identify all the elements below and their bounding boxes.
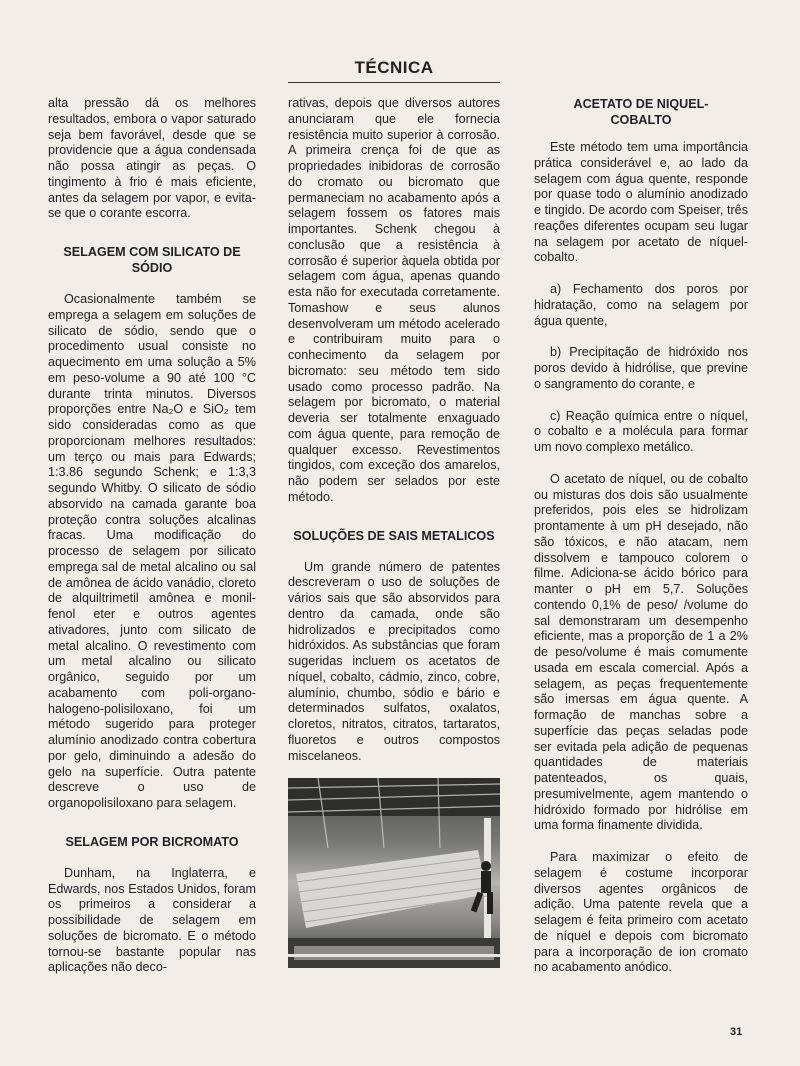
section-header: TÉCNICA [288, 58, 500, 83]
paragraph: Para maximizar o efeito de selagem é costume incorporar diversos agentes orgânicos de adição. Uma patente revela que a selagem é feita primeiro com acetato de níquel e depois com bicromato para a incorporação de ion cromato no acabamento anódico. [534, 850, 748, 975]
paragraph: Dunham, na Inglaterra, e Edwards, nos Estados Unidos, foram os primeiros a considerar a possibilidade de selagem em soluções de bicromato. E o método tornou-se bastante popular nas aplicações não deco- [48, 865, 256, 975]
paragraph: rativas, depois que diversos autores anunciaram que ele fornecia resistência muito superior à corrosão. A primeira crença foi de que as propriedades inibidoras de corrosão do cromato ou bicromato que permaneciam no acabamento após a selagem fossem os fatores mais importantes. Schenk chegou à conclusão que a resistência à corrosão é superior àquela obtida por selagem com água, apenas quando esta não for executada corretamente. Tomashow e seus alunos desenvolveram um método acelerado e contribuiram muito para o conhecimento da selagem por bicromato: seu método tem sido usado como processo padrão. Na selagem por bicromato, o material deveria ser totalmente enxaguado com água quente, para remoção de qualquer excesso. Revestimentos tingidos, com exceção dos amarelos, não podem ser selados por este método. [288, 96, 500, 504]
section-heading: SELAGEM COM SILICATO DE SÓDIO [63, 245, 241, 275]
section-heading: ACETATO DE NIQUEL-COBALTO [573, 97, 709, 127]
list-item: a) Fechamento dos poros por hidratação, como na selagem por água quente, [534, 282, 748, 328]
section-heading: SOLUÇÕES DE SAIS METALICOS [293, 528, 495, 543]
list-item: b) Precipitação de hidróxido nos poros devido à hidrólise, que previne o sangramento do corante, e [534, 345, 748, 391]
text-column-1 [48, 96, 256, 976]
paragraph: Um grande número de patentes descreveram o uso de soluções de vários sais que são absorvidos para dentro da camada, onde são hidrolizados e precipitados como hidróxidos. As substâncias que foram sugeridas incluem os acetatos de níquel, cobalto, cádmio, zinco, cobre, alumínio, chumbo, sódio e bário e determinados sulfatos, oxalatos, cloretos, nitratos, citratos, tartaratos, fluoretos e outros compostos miscelaneos. [288, 559, 500, 763]
page-number: 31 [730, 1026, 743, 1038]
paragraph: alta pressão dá os melhores resultados, embora o vapor saturado seja bem favorável, desde que se providencie que a água condensada não possa atingir as peças. O tingimento à frio é mais eficiente, antes da selagem por vapor, e evita-se que o corante escorra. [48, 96, 256, 221]
factory-photo [288, 778, 500, 968]
paragraph: O acetato de níquel, ou de cobalto ou misturas dos dois são usualmente preferidos, pois eles se hidrolizam prontamente à um pH desejado, não são tóxicos, e não atacam, nem dissolvem e tampouco colorem o filme. Adiciona-se ácido bórico para manter o pH em 5,7. Soluções contendo 0,1% de peso/ /volume do sal demonstraram um desempenho eficiente, mas a proporção de 1 a 2% de peso/volume é mais comumente usada em escala comercial. Após a selagem, as peças frequentemente são imersas em água quente. A formação de manchas sobre a superfície das peças seladas pode ser evitada pela adição de pequenas quantidades de materiais patenteados, os quais, presumivelmente, agem mantendo o hidróxido formado por hidrólise em uma forma finamente dividida. [534, 471, 748, 833]
paragraph: Este método tem uma importância prática considerável e, ao lado da selagem com água quente, responde por quase todo o alumínio anodizado e tingido. De acordo com Speiser, três reações diferentes ocupam seu lugar na selagem por acetato de níquel-cobalto. [534, 140, 748, 265]
section-heading: SELAGEM POR BICROMATO [65, 834, 239, 849]
text-column-3 [534, 96, 748, 976]
list-item: c) Reação química entre o níquel, o cobalto e a molécula para formar um novo complexo metálico. [534, 408, 748, 454]
text-column-2 [288, 96, 500, 968]
paragraph: Ocasionalmente também se emprega a selagem em soluções de silicato de sódio, sendo que o procedimento usual consiste no aquecimento em uma solução a 5% em peso-volume a 90 até 100 °C durante trinta minutos. Diversos proporções entre Na₂O e SiO₂ tem sido consideradas como as que proporcionam melhores resultados: um terço ou mais para Edwards; 1:3.86 segundo Schenk; e 1:3,3 segundo Whitby. O silicato de sódio absorvido na camada garante boa proteção contra soluções alcalinas fracas. Uma modificação do processo de selagem por silicato emprega sal de metal alcalino ou sal de amônea de ácido vanádio, cloreto de alquiltrimetil amônea e monil-fenol eter e outros agentes ativadores, junto com silicato de metal alcalino. O revestimento com um metal alcalino ou silicato orgânico, seguido por um acabamento com poli-organo-halogeno-polisiloxano, foi um método sugerido para proteger alumínio anodizado contra cobertura por gelo, diminuindo a adesão do gelo na superfície. Outra patente descreve o uso de organopolisiloxano para selagem. [48, 292, 256, 810]
